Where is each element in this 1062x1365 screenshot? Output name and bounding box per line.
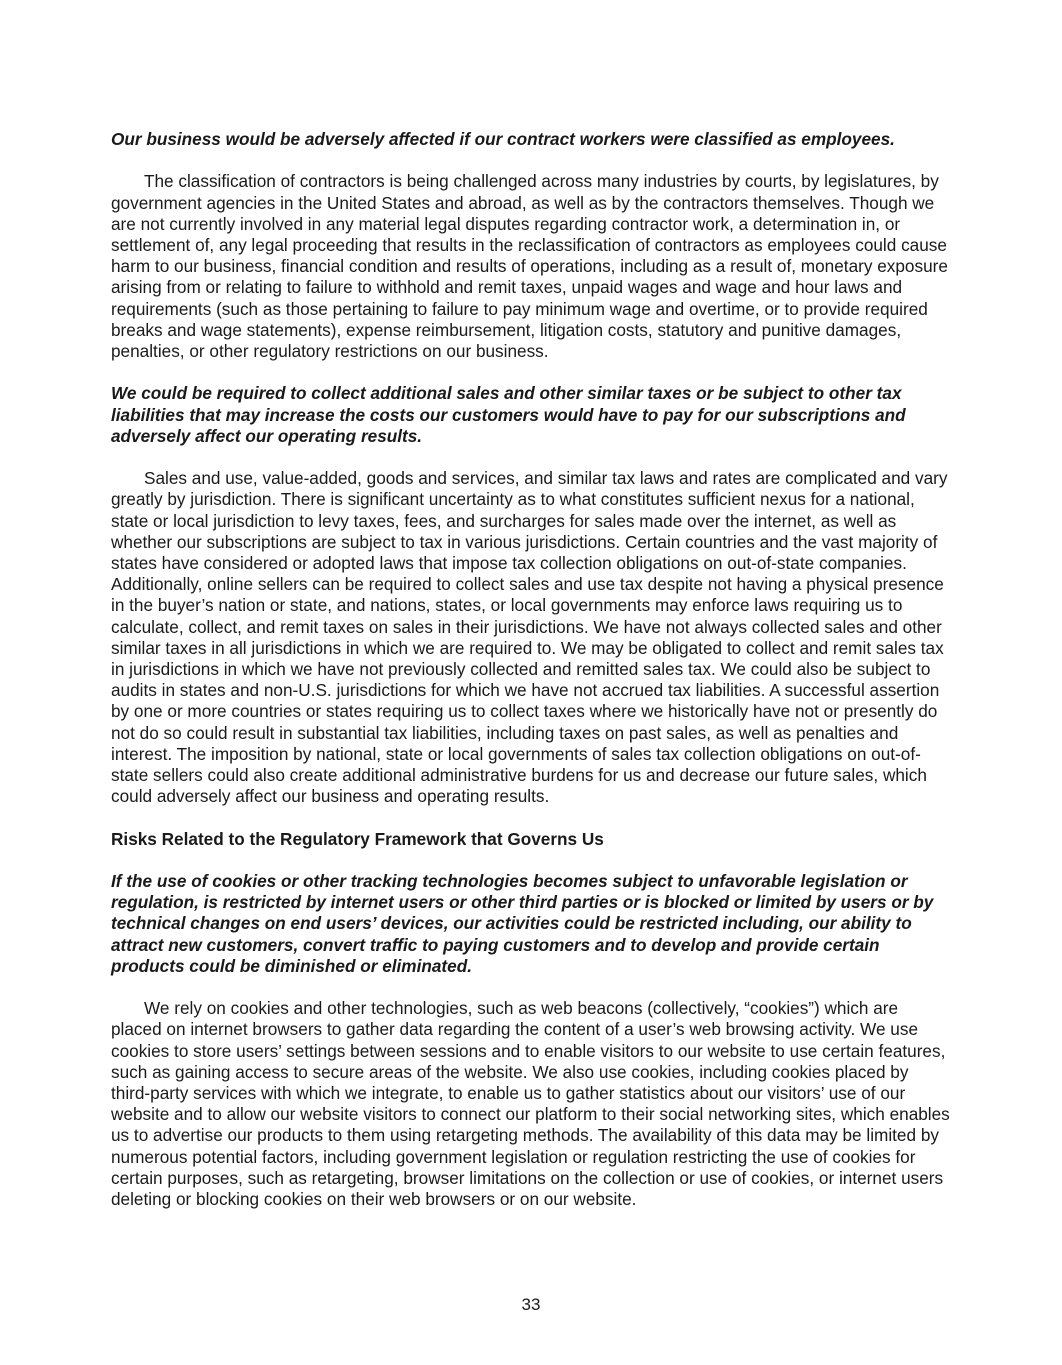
section-title-regulatory: Risks Related to the Regulatory Framework that Governs Us [111, 828, 604, 849]
page-number: 33 [521, 1295, 541, 1314]
paragraph-cookies: We rely on cookies and other technologies, such as web beacons (collectively, “cookies”) which are placed on internet browsers to gather data regarding the content of a user’s web browsing activity. We use cookies to store users’ settings between sessions and to enable visitors to our website to use certain features, such as gaining access to secure areas of the website. We also use cookies, including cookies placed by third-party services with which we integrate, to enable us to gather statistics about our visitors’ use of our website and to allow our website visitors to connect our platform to their social networking sites, which enables us to advertise our products to them using retargeting methods. The availability of this data may be limited by numerous potential factors, including government legislation or regulation restricting the use of cookies for certain purposes, such as retargeting, browser limitations on the collection or use of cookies, or internet users deleting or blocking cookies on their web browsers or on our website. [111, 998, 950, 1210]
risk-heading-sales-taxes: We could be required to collect additional sales and other similar taxes or be subject to other tax liabilities that may increase the costs our customers would have to pay for our subscriptions and adversely affect our operating results. [111, 383, 906, 446]
paragraph-sales-taxes: Sales and use, value-added, goods and services, and similar tax laws and rates are complicated and vary greatly by jurisdiction. There is significant uncertainty as to what constitutes sufficient nexus for a national, state or local jurisdiction to levy taxes, fees, and surcharges for sales made over the internet, as well as whether our subscriptions are subject to tax in various jurisdictions. Certain countries and the vast majority of states have considered or adopted laws that impose tax collection obligations on out-of-state companies. Additionally, online sellers can be required to collect sales and use tax despite not having a physical presence in the buyer’s nation or state, and nations, states, or local governments may enforce laws requiring us to calculate, collect, and remit taxes on sales in their jurisdictions. We have not always collected sales and other similar taxes in all jurisdictions in which we are required to. We may be obligated to collect and remit sales tax in jurisdictions in which we have not previously collected and remitted sales tax. We could also be subject to audits in states and non-U.S. jurisdictions for which we have not accrued tax liabilities. A successful assertion by one or more countries or states requiring us to collect taxes where we historically have not or presently do not do so could result in substantial tax liabilities, including taxes on past sales, as well as penalties and interest. The imposition by national, state or local governments of sales tax collection obligations on out-of-state sellers could also create additional administrative burdens for us and decrease our future sales, which could adversely affect our business and operating results. [111, 468, 948, 807]
risk-heading-cookies: If the use of cookies or other tracking technologies becomes subject to unfavorable legislation or regulation, is restricted by internet users or other third parties or is blocked or limited by users or by technical changes on end users’ devices, our activities could be restricted including, our ability to attract new customers, convert traffic to paying customers and to develop and provide certain products could be diminished or eliminated. [111, 871, 934, 976]
risk-heading-contract-workers: Our business would be adversely affected if our contract workers were classified as employees. [111, 129, 895, 149]
paragraph-contract-workers: The classification of contractors is being challenged across many industries by courts, by legislatures, by government agencies in the United States and abroad, as well as by the contractors themselves. Though we are not currently involved in any material legal disputes regarding contractor work, a determination in, or settlement of, any legal proceeding that results in the reclassification of contractors as employees could cause harm to our business, financial condition and results of operations, including as a result of, monetary exposure arising from or relating to failure to withhold and remit taxes, unpaid wages and wage and hour laws and requirements (such as those pertaining to failure to pay minimum wage and overtime, or to provide required breaks and wage statements), expense reimbursement, litigation costs, statutory and punitive damages, penalties, or other regulatory restrictions on our business. [111, 171, 948, 362]
document-page [111, 129, 951, 1210]
